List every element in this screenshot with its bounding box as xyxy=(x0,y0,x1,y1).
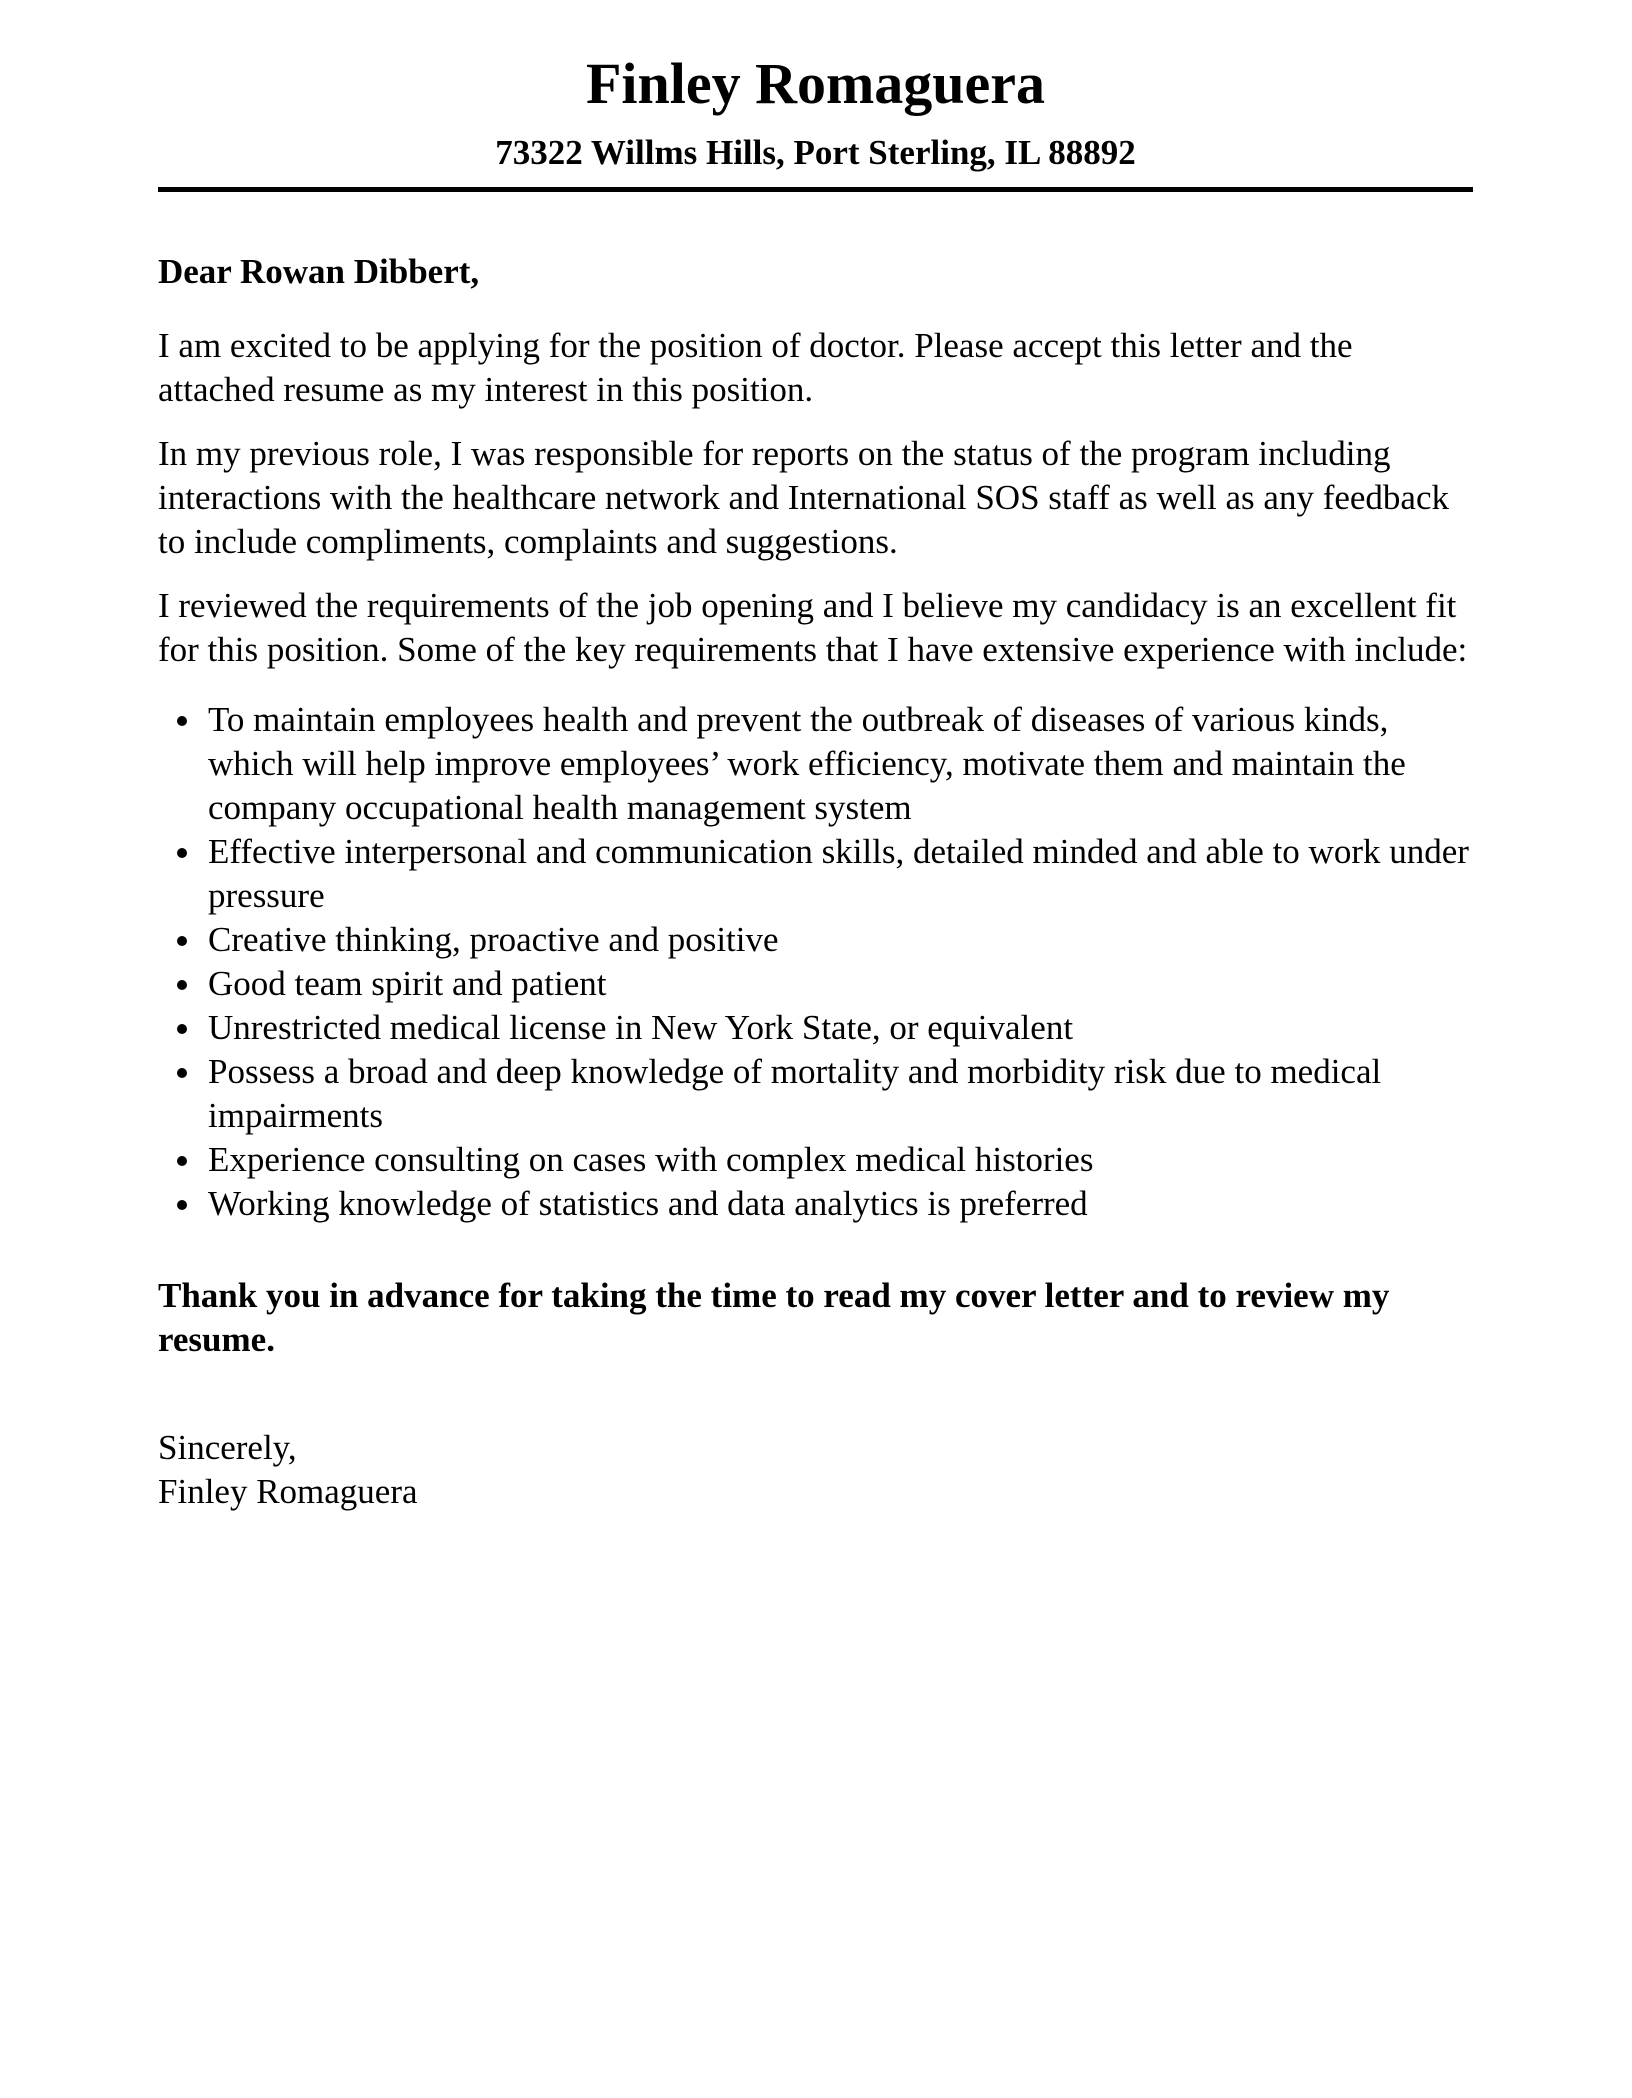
thank-you-line: Thank you in advance for taking the time to read my cover letter and to review my resume. xyxy=(158,1276,1390,1360)
requirements-intro-paragraph: I reviewed the requirements of the job opening and I believe my candidacy is an excellent fit for this position. Some of the key requirements that I have extensive experience with include: xyxy=(158,586,1468,670)
signature-name: Finley Romaguera xyxy=(158,1472,418,1512)
requirement-item: • Possess a broad and deep knowledge of mortality and morbidity risk due to medical impairments xyxy=(204,1050,1473,1138)
letter-body xyxy=(158,250,1473,1514)
requirement-item: • Good team spirit and patient xyxy=(204,962,1473,1006)
intro-paragraph: I am excited to be applying for the position of doctor. Please accept this letter and the attached resume as my interest in this position. xyxy=(158,326,1353,410)
sender-address-line: 73322 Willms Hills, Port Sterling, IL 88892 xyxy=(495,133,1136,173)
requirement-item: • Unrestricted medical license in New York State, or equivalent xyxy=(204,1006,1473,1050)
requirements-list xyxy=(158,698,1473,1226)
header-divider-rule xyxy=(158,187,1473,192)
closing-salutation: Sincerely, xyxy=(158,1428,297,1468)
letter-header xyxy=(158,50,1473,192)
previous-role-paragraph: In my previous role, I was responsible for reports on the status of the program including interactions with the healthcare network and International SOS staff as well as any feedback to include compliments, complaints and suggestions. xyxy=(158,434,1449,562)
requirement-item: • Creative thinking, proactive and positive xyxy=(204,918,1473,962)
requirement-item: • To maintain employees health and prevent the outbreak of diseases of various kinds, which will help improve employees’ work efficiency, motivate them and maintain the company occupational health management system xyxy=(204,698,1473,830)
requirement-item: • Effective interpersonal and communication skills, detailed minded and able to work under pressure xyxy=(204,830,1473,918)
closing-block xyxy=(158,1426,1473,1514)
requirement-item: • Experience consulting on cases with complex medical histories xyxy=(204,1138,1473,1182)
requirement-item: • Working knowledge of statistics and data analytics is preferred xyxy=(204,1182,1473,1226)
greeting-line: Dear Rowan Dibbert, xyxy=(158,252,480,292)
sender-name-title: Finley Romaguera xyxy=(585,51,1046,116)
